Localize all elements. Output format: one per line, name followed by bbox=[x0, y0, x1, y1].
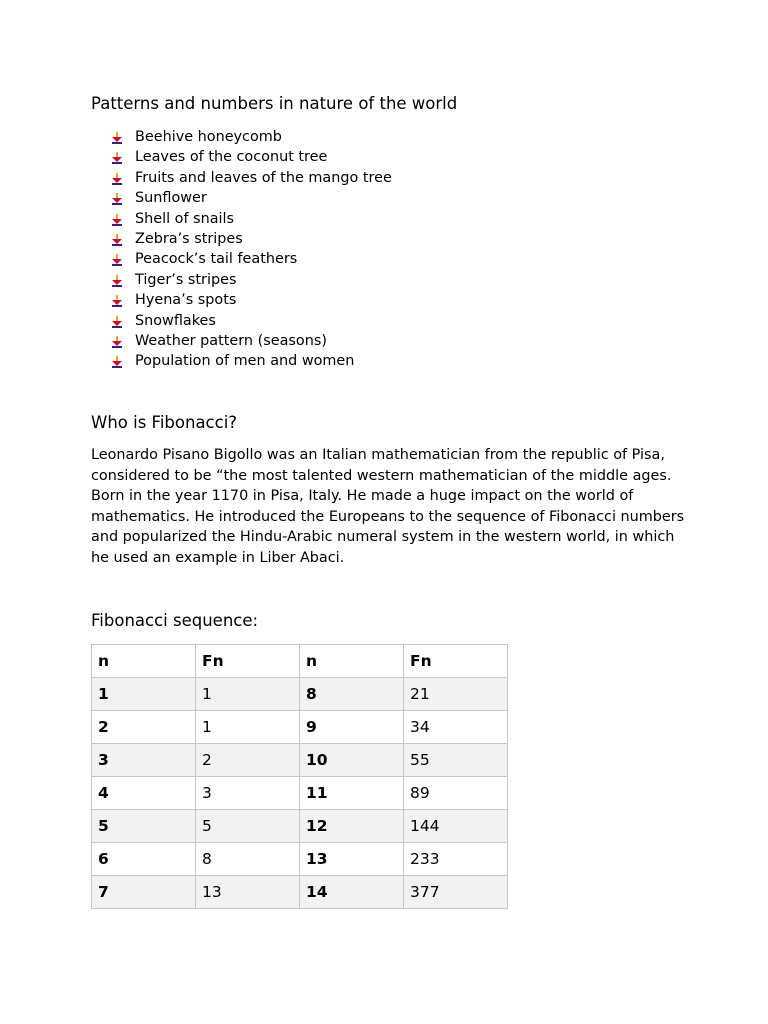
arrow-down-bullet-icon bbox=[111, 335, 123, 348]
list-item-label: Shell of snails bbox=[135, 210, 235, 227]
n-cell: 5 bbox=[92, 810, 196, 843]
table-row bbox=[92, 876, 508, 909]
list-item bbox=[111, 270, 392, 290]
arrow-down-bullet-icon bbox=[111, 131, 123, 144]
table-row bbox=[92, 678, 508, 711]
n-cell: 13 bbox=[300, 843, 404, 876]
list-item bbox=[111, 331, 392, 351]
list-item-label: Beehive honeycomb bbox=[135, 129, 282, 145]
fn-cell: 3 bbox=[196, 777, 300, 810]
list-item bbox=[111, 147, 392, 167]
list-item-label: Snowflakes bbox=[135, 312, 216, 329]
list-item bbox=[111, 249, 392, 269]
list-item-label: Peacock’s tail feathers bbox=[135, 251, 298, 268]
fibonacci-table bbox=[91, 644, 508, 909]
column-header: Fn bbox=[404, 645, 508, 678]
arrow-down-bullet-icon bbox=[111, 253, 123, 266]
fn-cell: 89 bbox=[404, 777, 508, 810]
table-row bbox=[92, 744, 508, 777]
fn-cell: 8 bbox=[196, 843, 300, 876]
arrow-down-bullet-icon bbox=[111, 294, 123, 307]
list-item-label: Sunflower bbox=[135, 190, 207, 207]
fn-cell: 1 bbox=[196, 711, 300, 744]
table-row bbox=[92, 777, 508, 810]
fn-cell: 5 bbox=[196, 810, 300, 843]
list-item-label: Population of men and women bbox=[135, 353, 355, 370]
n-cell: 7 bbox=[92, 876, 196, 909]
section-heading-patterns: Patterns and numbers in nature of the world bbox=[91, 94, 458, 113]
arrow-down-bullet-icon bbox=[111, 355, 123, 368]
section-heading-sequence: Fibonacci sequence: bbox=[91, 611, 259, 630]
fn-cell: 2 bbox=[196, 744, 300, 777]
fn-cell: 55 bbox=[404, 744, 508, 777]
n-cell: 12 bbox=[300, 810, 404, 843]
fn-cell: 13 bbox=[196, 876, 300, 909]
list-item bbox=[111, 209, 392, 229]
fn-cell: 233 bbox=[404, 843, 508, 876]
list-item-label: Fruits and leaves of the mango tree bbox=[135, 169, 392, 186]
n-cell: 3 bbox=[92, 744, 196, 777]
fn-cell: 21 bbox=[404, 678, 508, 711]
list-item-label: Hyena’s spots bbox=[135, 292, 237, 309]
arrow-down-bullet-icon bbox=[111, 315, 123, 328]
list-item-label: Zebra’s stripes bbox=[135, 230, 243, 247]
n-cell: 9 bbox=[300, 711, 404, 744]
n-cell: 6 bbox=[92, 843, 196, 876]
n-cell: 1 bbox=[92, 678, 196, 711]
arrow-down-bullet-icon bbox=[111, 213, 123, 226]
column-header: n bbox=[92, 645, 196, 678]
n-cell: 8 bbox=[300, 678, 404, 711]
list-item bbox=[111, 168, 392, 188]
fibonacci-biography-paragraph: Leonardo Pisano Bigollo was an Italian mathematician from the republic of Pisa, considered to be “the most talented western mathematician of the middle ages. Born in the year 1170 in Pisa, Italy. He made a huge impact on the world of mathematics. He introduced the Europeans to the sequence of Fibonacci numbers and popularized the Hindu-Arabic numeral system in the western world, in which he used an example in Liber Abaci. bbox=[91, 447, 685, 566]
arrow-down-bullet-icon bbox=[111, 151, 123, 164]
section-heading-who: Who is Fibonacci? bbox=[91, 413, 238, 432]
column-header: Fn bbox=[196, 645, 300, 678]
list-item-label: Leaves of the coconut tree bbox=[135, 149, 328, 166]
list-item-label: Tiger’s stripes bbox=[135, 271, 237, 288]
fn-cell: 144 bbox=[404, 810, 508, 843]
nature-patterns-list bbox=[111, 127, 392, 372]
column-header: n bbox=[300, 645, 404, 678]
n-cell: 4 bbox=[92, 777, 196, 810]
list-item bbox=[111, 290, 392, 310]
list-item bbox=[111, 351, 392, 371]
list-item bbox=[111, 311, 392, 331]
arrow-down-bullet-icon bbox=[111, 192, 123, 205]
list-item bbox=[111, 188, 392, 208]
list-item-label: Weather pattern (seasons) bbox=[135, 332, 327, 349]
fn-cell: 34 bbox=[404, 711, 508, 744]
arrow-down-bullet-icon bbox=[111, 233, 123, 246]
list-item bbox=[111, 127, 392, 147]
n-cell: 10 bbox=[300, 744, 404, 777]
table-row bbox=[92, 711, 508, 744]
arrow-down-bullet-icon bbox=[111, 274, 123, 287]
n-cell: 2 bbox=[92, 711, 196, 744]
table-header-row bbox=[92, 645, 508, 678]
n-cell: 11 bbox=[300, 777, 404, 810]
n-cell: 14 bbox=[300, 876, 404, 909]
list-item bbox=[111, 229, 392, 249]
arrow-down-bullet-icon bbox=[111, 172, 123, 185]
table-row bbox=[92, 810, 508, 843]
fn-cell: 377 bbox=[404, 876, 508, 909]
table-row bbox=[92, 843, 508, 876]
fn-cell: 1 bbox=[196, 678, 300, 711]
